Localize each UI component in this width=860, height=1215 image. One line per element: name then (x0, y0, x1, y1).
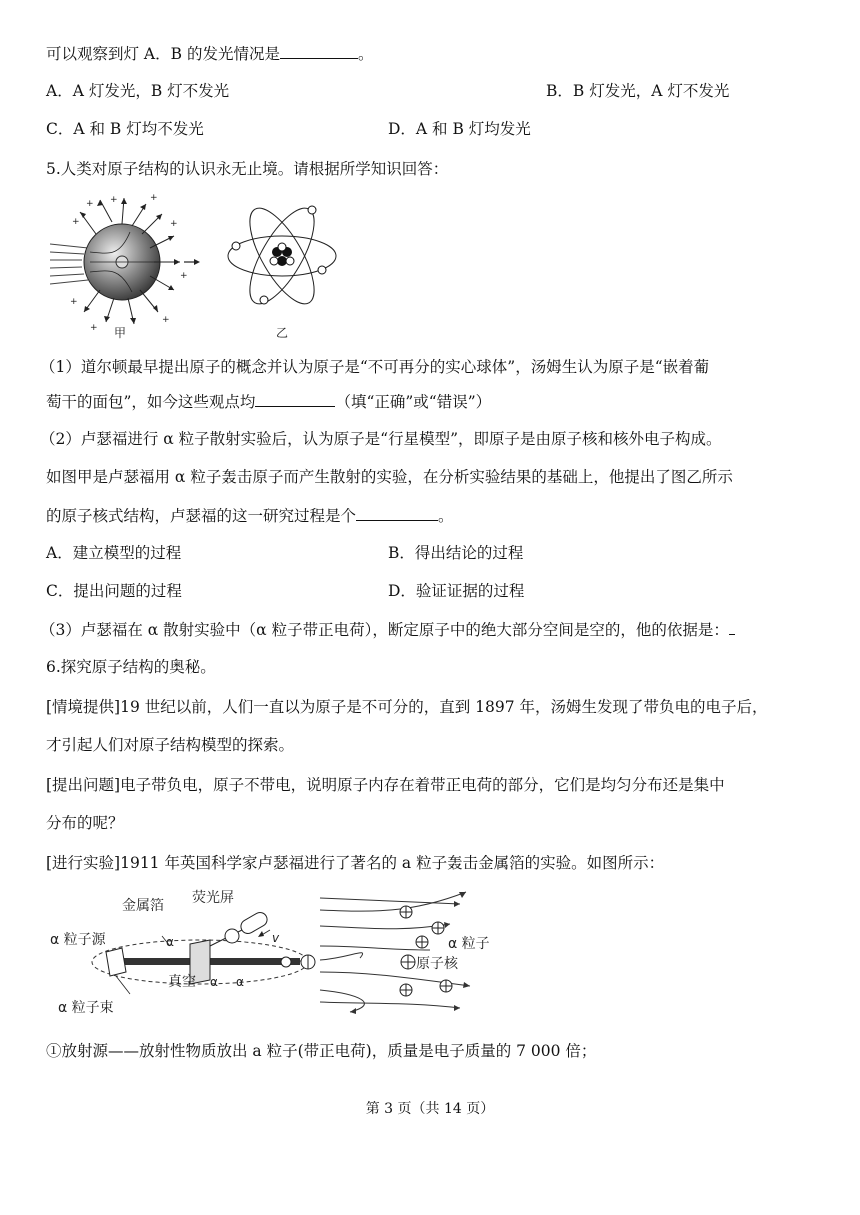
label-beam: α 粒子束 (58, 1000, 114, 1016)
q6-note1: ①放射源——放射性物质放出 a 粒子(带正电荷)，质量是电子质量的 7 000 倍； (46, 1042, 597, 1060)
figure-label-jia: 甲 (114, 326, 127, 340)
svg-text:+: + (180, 271, 188, 281)
q5-part2-line2: 如图甲是卢瑟福用 α 粒子轰击原子而产生散射的实验，在分析实验结果的基础上，他提出了图乙所示 (46, 468, 733, 486)
q5-part3: （3）卢瑟福在 α 散射实验中（α 粒子带正电荷），断定原子中的绝大部分空间是空的，他的依据是： (40, 618, 735, 641)
q4-option-c: C．A 和 B 灯均不发光 (46, 120, 204, 138)
label-vacuum: 真空 (168, 974, 196, 990)
svg-text:+: + (90, 323, 98, 333)
label-screen: 荧光屏 (192, 890, 234, 906)
q6-question-line1: [提出问题]电子带负电，原子不带电，说明原子内存在着带正电荷的部分，它们是均匀分布还是集中 (46, 776, 725, 794)
q5-part2-blank[interactable] (356, 504, 438, 521)
scattering-diagram (50, 193, 188, 333)
q4-option-d: D．A 和 B 灯均发光 (388, 120, 531, 138)
label-nucleus: 原子核 (416, 956, 458, 972)
apparatus-diagram (92, 910, 315, 994)
q5-part1-blank[interactable] (255, 390, 335, 407)
q5-stem: 5.人类对原子结构的认识永无止境。请根据所学知识回答： (46, 160, 449, 178)
svg-text:+: + (110, 195, 118, 205)
q5-option-a: A．建立模型的过程 (46, 544, 182, 562)
label-alpha-2: α (210, 975, 218, 989)
label-foil: 金属箔 (122, 898, 164, 914)
q6-experiment: [进行实验]1911 年英国科学家卢瑟福进行了著名的 a 粒子轰击金属箔的实验。如图所示： (46, 854, 665, 872)
svg-text:+: + (72, 217, 80, 227)
nuclear-atom-model (228, 199, 336, 313)
page-footer: 第 3 页（共 14 页） (365, 1101, 495, 1117)
q5-option-b: B．得出结论的过程 (388, 544, 524, 562)
q5-part1-line1: （1）道尔顿最早提出原子的概念并认为原子是“不可再分的实心球体”，汤姆生认为原子是“嵌着葡 (40, 358, 710, 376)
q5-part3-blank[interactable] (729, 618, 735, 635)
q5-part2-line1: （2）卢瑟福进行 α 粒子散射实验后，认为原子是“行星模型”，即原子是由原子核和核外电子构成。 (40, 430, 722, 448)
q5-option-c: C．提出问题的过程 (46, 582, 182, 600)
q6-stem: 6.探究原子结构的奥秘。 (46, 658, 216, 676)
q4-stem: 可以观察到灯 A．B 的发光情况是 。 (46, 42, 373, 65)
q5-part1-line2: 萄干的面包”，如今这些观点均 （填“正确”或“错误”） (46, 390, 491, 413)
svg-text:+: + (170, 219, 178, 229)
label-alpha-3: α (236, 975, 244, 989)
q6-context-line1: [情境提供]19 世纪以前，人们一直以为原子是不可分的，直到 1897 年，汤姆生发现了带负电的电子后， (46, 698, 768, 716)
scattering-paths-diagram (320, 892, 470, 1012)
figure-label-yi: 乙 (276, 326, 289, 340)
label-velocity: v (272, 931, 280, 945)
q4-answer-blank[interactable] (280, 42, 358, 59)
gold-foil-experiment-figure (50, 886, 520, 1020)
svg-text:+: + (70, 297, 78, 307)
svg-text:+: + (86, 199, 94, 209)
svg-text:+: + (150, 193, 158, 203)
q6-question-line2: 分布的呢？ (46, 814, 124, 832)
q5-part2-line3: 的原子核式结构，卢瑟福的这一研究过程是个 。 (46, 504, 454, 527)
label-alpha-particle: α 粒子 (448, 936, 490, 952)
svg-text:+: + (162, 315, 170, 325)
q5-option-d: D．验证证据的过程 (388, 582, 525, 600)
q6-context-line2: 才引起人们对原子结构模型的探索。 (46, 736, 295, 754)
label-alpha-1: α (166, 935, 174, 949)
q4-option-b: B．B 灯发光，A 灯不发光 (546, 82, 730, 100)
q4-option-a: A．A 灯发光，B 灯不发光 (46, 82, 230, 100)
label-source: α 粒子源 (50, 932, 106, 948)
atom-models-figure (50, 192, 350, 342)
